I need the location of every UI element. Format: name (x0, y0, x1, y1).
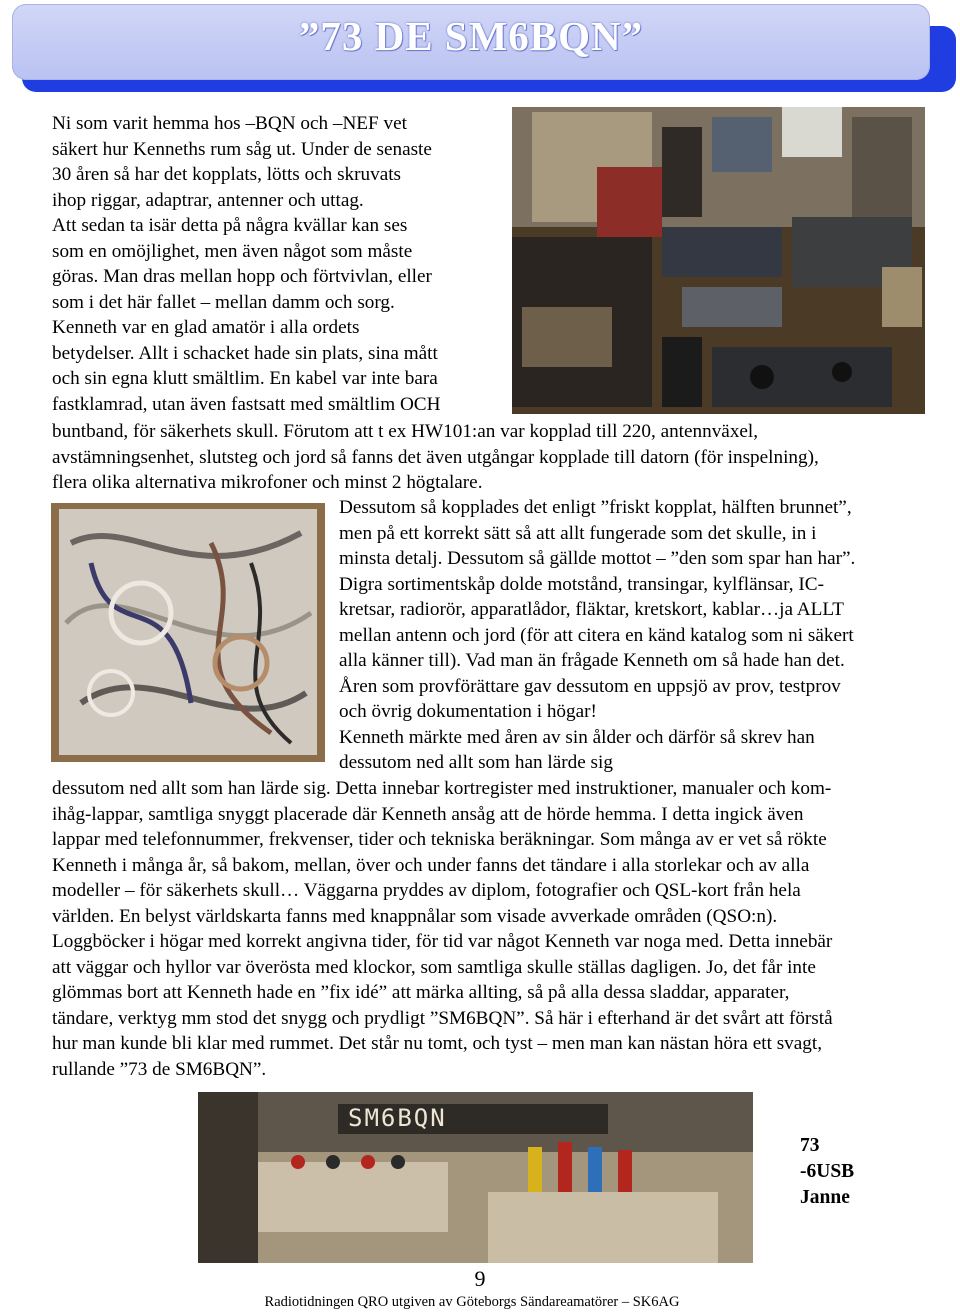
text-line: Kenneth märkte med åren av sin ålder och därför så skrev han (339, 726, 815, 748)
text-line: som i det här fallet – mellan damm och sorg. (52, 291, 395, 313)
signature (800, 1133, 854, 1211)
photo-callsign-label: SM6BQN (348, 1104, 447, 1132)
text-line: glömmas bort att Kenneth hade en ”fix idé” att märka allting, så på alla dessa sladdar, apparater, (52, 982, 790, 1003)
page-title: ”73 DE SM6BQN” (298, 13, 644, 59)
text-line: dessutom ned allt som han lärde sig (339, 752, 613, 773)
signature-line: 73 (800, 1135, 820, 1156)
text-line: fastklamrad, utan även fastsatt med smältlim OCH (52, 393, 441, 415)
text-line: betydelser. Allt i schacket hade sin plats, sina mått (52, 342, 438, 364)
text-line: ihop riggar, adaptrar, antenner och uttag. (52, 189, 364, 211)
paragraph-memories (52, 776, 833, 1082)
cable-drawer-photo (51, 503, 325, 762)
text-line: säkert hur Kenneths rum såg ut. Under de senaste (52, 138, 432, 160)
paragraph-storage (339, 495, 855, 776)
text-line: Åren som provförättare gav dessutom en uppsjö av prov, testprov (339, 675, 841, 697)
text-line: hur man kunde bli klar med rummet. Det står nu tomt, och tyst – men man kan nästan höra ett svagt, (52, 1033, 822, 1054)
text-line: att väggar och hyllor var överösta med klockor, som samtliga skulle ställas dagligen. Jo, det får inte (52, 956, 816, 978)
text-line: göras. Man dras mellan hopp och förtvivlan, eller (52, 266, 432, 287)
text-line: minsta detalj. Dessutom så gällde mottot – ”den som spar han har”. (339, 548, 856, 569)
text-line: Att sedan ta isär detta på några kvällar kan ses (52, 215, 408, 236)
text-line: lappar med telefonnummer, frekvenser, tider och tekniska beräkningar. Som många av er vet så rökte (52, 829, 827, 850)
text-line: Ni som varit hemma hos –BQN och –NEF vet (52, 113, 407, 134)
text-line: rullande ”73 de SM6BQN”. (52, 1058, 267, 1080)
text-line: och sin egna klutt smältlim. En kabel var inte bara (52, 368, 438, 389)
text-line: tändare, verktyg mm stod det snygg och prydligt ”SM6BQN”. Så här i efterhand är det svårt att förstå (52, 1007, 833, 1029)
text-line: avstämningsenhet, slutsteg och jord så fanns det även utgångar kopplade till datorn (för inspelning), (52, 446, 819, 468)
text-line: buntband, för säkerhets skull. Förutom att t ex HW101:an var kopplad till 220, antennväxel, (52, 421, 759, 442)
text-line: 30 åren så har det kopplats, lötts och skruvats (52, 164, 402, 185)
text-line: flera olika alternativa mikrofoner och minst 2 högtalare. (52, 472, 483, 493)
text-line: Kenneth i många år, så bakom, mellan, över och under fanns det tändare i alla storlekar och av alla (52, 854, 810, 876)
text-line: modeller – för säkerhets skull… Väggarna pryddes av diplom, fotografier och QSL-kort från hela (52, 880, 801, 901)
text-line: Kenneth var en glad amatör i alla ordets (52, 317, 360, 338)
radio-shack-photo (512, 107, 925, 414)
text-line: mellan antenn och jord (för att citera en känd katalog som ni säkert (339, 624, 854, 646)
text-line: och övrig dokumentation i högar! (339, 701, 597, 722)
labeled-connector-photo (198, 1092, 753, 1263)
text-line: Loggböcker i högar med korrekt angivna tider, för tid var något Kenneth var noga med. Detta innebär (52, 931, 833, 952)
text-line: alla känner till). Vad man än frågade Kenneth om så hade han det. (339, 650, 845, 671)
text-line: Dessutom så kopplades det enligt ”friskt kopplat, hälften brunnet”, (339, 497, 852, 518)
page-number: 9 (474, 1266, 486, 1291)
signature-line: -6USB (800, 1161, 855, 1182)
text-line: som en omöjlighet, men även något som måste (52, 240, 413, 262)
text-line: dessutom ned allt som han lärde sig. Detta innebar kortregister med instruktioner, manualer och kom- (52, 778, 832, 799)
footer: Radiotidningen QRO utgiven av Göteborgs Sändareamatörer – SK6AG (264, 1294, 680, 1310)
text-line: ihåg-lappar, samtliga snyggt placerade där Kenneth ansåg att de hörde hemma. I detta ingick även (52, 803, 804, 825)
text-line: världen. En belyst världskarta fanns med knappnålar som visade avverkade områden (QSO:n). (52, 905, 778, 927)
signature-line: Janne (800, 1187, 850, 1208)
text-line: Digra sortimentskåp dolde motstånd, transingar, kylflänsar, IC- (339, 573, 824, 595)
paragraph-intro (52, 111, 440, 417)
text-line: men på ett korrekt sätt så att allt fungerade som det skulle, in i (339, 522, 817, 544)
text-line: kretsar, radiorör, apparatlådor, fläktar, kretskort, kablar…ja ALLT (339, 599, 845, 620)
paragraph-connections (52, 419, 819, 496)
